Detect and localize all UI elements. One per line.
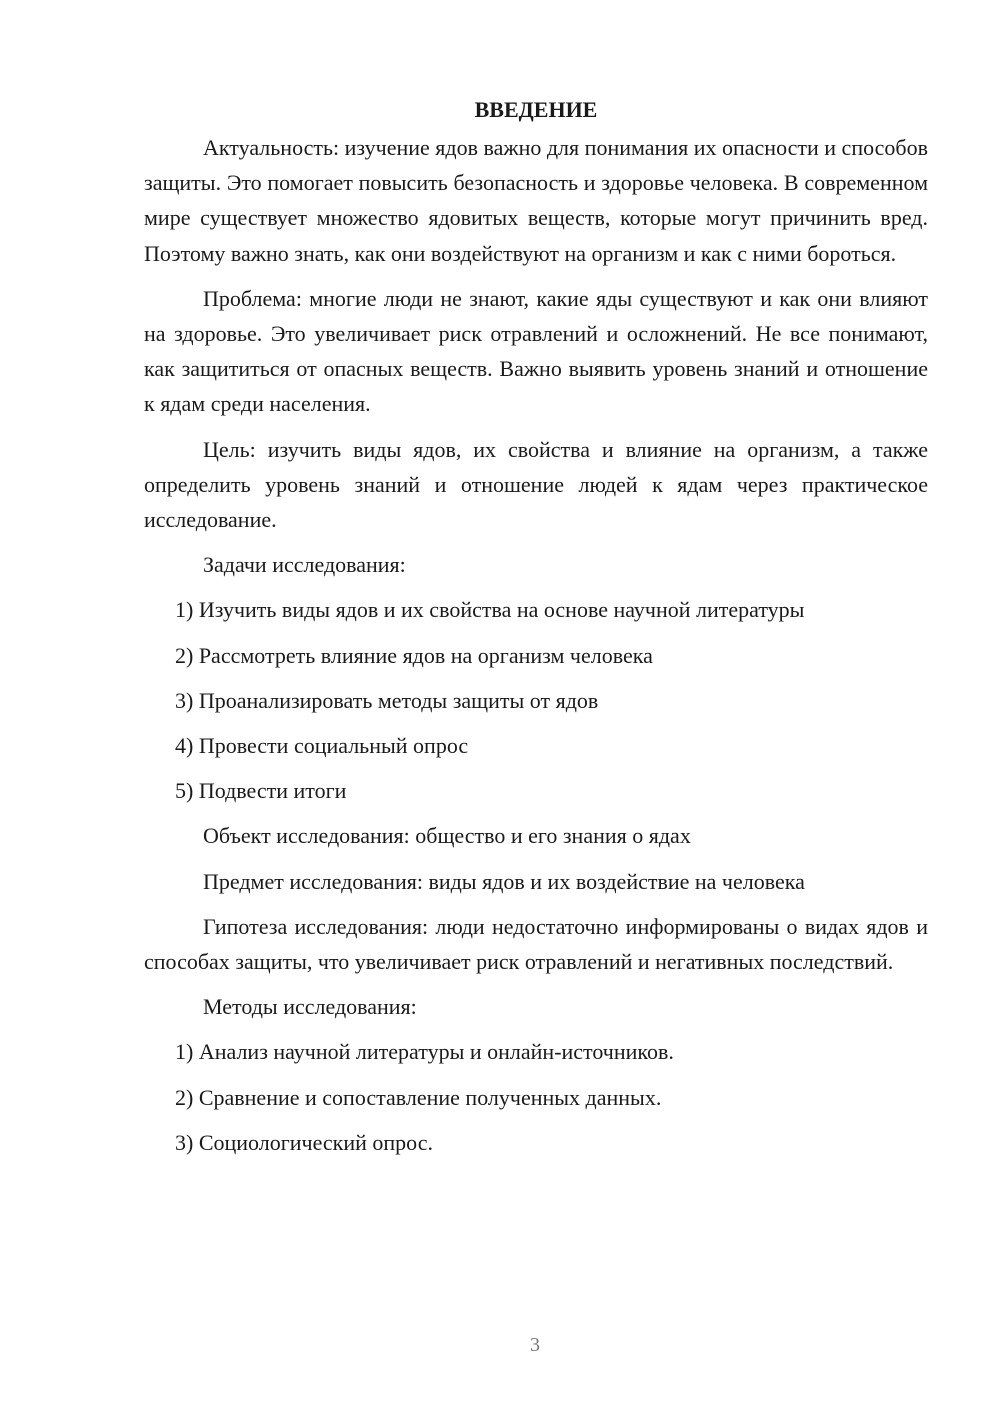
method-item: 3) Социологический опрос. bbox=[175, 1129, 433, 1155]
task-item: 2) Рассмотреть влияние ядов на организм человека bbox=[175, 642, 653, 668]
document-page bbox=[144, 92, 928, 1170]
task-item: 5) Подвести итоги bbox=[175, 778, 347, 804]
task-item: 3) Проанализировать методы защиты от ядов bbox=[175, 687, 599, 713]
method-item: 2) Сравнение и сопоставление полученных данных. bbox=[175, 1084, 662, 1110]
research-subject: Предмет исследования: виды ядов и их воздействие на человека bbox=[203, 868, 805, 894]
section-heading: ВВЕДЕНИЕ bbox=[474, 97, 598, 122]
problem-paragraph: Проблема: многие люди не знают, какие яды существуют и как они влияют на здоровье. Это увеличивает риск отравлений и осложнений. Не все понимают, как защититься от опасных веществ. Важно выявить уровень знаний и отношение к ядам среди населения. bbox=[144, 285, 928, 417]
methods-label: Методы исследования: bbox=[203, 994, 417, 1020]
tasks-label: Задачи исследования: bbox=[203, 552, 406, 578]
relevance-paragraph: Актуальность: изучение ядов важно для понимания их опасности и способов защиты. Это помогает повысить безопасность и здоровье человека. В современном мире существует множество ядовитых веществ, которые могут причинить вред. Поэтому важно знать, как они воздействуют на организм и как с ними бороться. bbox=[144, 135, 928, 266]
goal-paragraph: Цель: изучить виды ядов, их свойства и влияние на организм, а также определить уровень знаний и отношение людей к ядам через практическое исследование. bbox=[144, 436, 928, 533]
task-item: 1) Изучить виды ядов и их свойства на основе научной литературы bbox=[175, 597, 805, 623]
task-item: 4) Провести социальный опрос bbox=[175, 733, 469, 759]
page-number: 3 bbox=[530, 1334, 540, 1356]
research-object: Объект исследования: общество и его знания о ядах bbox=[203, 823, 691, 849]
hypothesis-paragraph: Гипотеза исследования: люди недостаточно информированы о видах ядов и способах защиты, что увеличивает риск отравлений и негативных последствий. bbox=[144, 913, 928, 975]
method-item: 1) Анализ научной литературы и онлайн-источников. bbox=[175, 1039, 674, 1065]
